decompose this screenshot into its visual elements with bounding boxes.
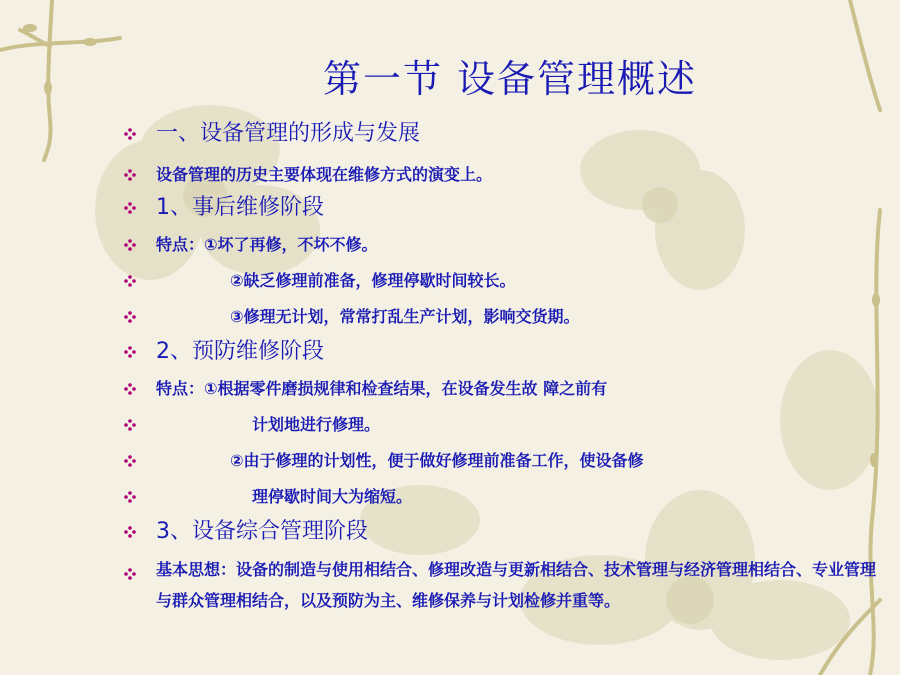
- bullet-text: ②缺乏修理前准备，修理停歇时间较长。: [230, 271, 516, 290]
- diamond-bullet-icon: [124, 169, 136, 181]
- list-item: [124, 554, 884, 649]
- diamond-bullet-icon: [124, 128, 136, 140]
- diamond-bullet-icon: [124, 455, 136, 467]
- bullet-text: 计划地进行修理。: [252, 415, 381, 434]
- list-item: [124, 518, 884, 546]
- bullet-text: ②由于修理的计划性，便于做好修理前准备工作，使设备修: [230, 451, 644, 470]
- diamond-bullet-icon: [124, 383, 136, 395]
- bullet-text: 2、预防维修阶段: [156, 339, 324, 364]
- diamond-bullet-icon: [124, 491, 136, 503]
- diamond-bullet-icon: [124, 346, 136, 358]
- diamond-bullet-icon: [124, 202, 136, 214]
- bullet-text: 1、事后维修阶段: [156, 195, 324, 220]
- list-item: [124, 377, 884, 401]
- diamond-bullet-icon: [124, 419, 136, 431]
- bullet-text: 3、设备综合管理阶段: [156, 519, 368, 544]
- diamond-bullet-icon: [124, 526, 136, 538]
- bullet-text: 基本思想：设备的制造与使用相结合、修理改造与更新相结合、技术管理与经济管理相结合、专业管理与群众管理相结合，以及预防为主、维修保养与计划检修并重等。: [156, 560, 877, 610]
- diamond-bullet-icon: [124, 568, 136, 580]
- list-item: [124, 485, 884, 509]
- bullet-text: 特点：①根据零件磨损规律和检查结果，在设备发生故 障之前有: [156, 379, 608, 398]
- slide-title: 第一节 设备管理概述: [322, 57, 698, 101]
- list-item: [124, 413, 884, 437]
- diamond-bullet-icon: [124, 275, 136, 287]
- list-item: [124, 233, 884, 257]
- bullet-text: 设备管理的历史主要体现在维修方式的演变上。: [156, 165, 493, 184]
- list-item: [124, 449, 884, 473]
- list-item: [124, 305, 884, 329]
- diamond-bullet-icon: [124, 239, 136, 251]
- bullet-text: 特点：①坏了再修，不坏不修。: [156, 235, 378, 254]
- bullet-text: 理停歇时间大为缩短。: [252, 487, 413, 506]
- list-item: [124, 338, 884, 366]
- list-item: [124, 120, 884, 148]
- bullet-text: 一、设备管理的形成与发展: [156, 121, 421, 146]
- diamond-bullet-icon: [124, 311, 136, 323]
- list-item: [124, 163, 884, 187]
- bullet-text: ③修理无计划，常常打乱生产计划，影响交货期。: [230, 307, 580, 326]
- list-item: [124, 269, 884, 293]
- list-item: [124, 194, 884, 222]
